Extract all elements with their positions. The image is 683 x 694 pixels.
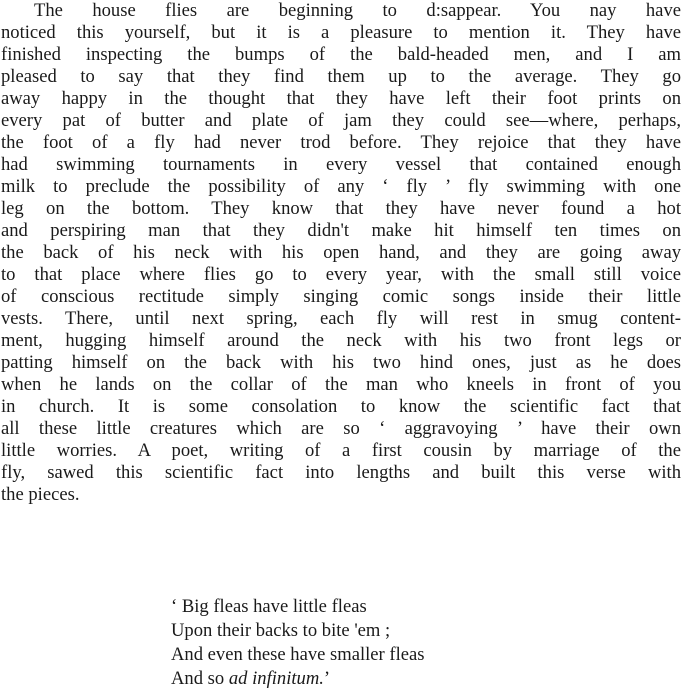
paragraph-line: all these little creatures which are so ‘ aggravoying ’ have their own: [1, 418, 681, 439]
paragraph-line: pleased to say that they find them up to the average. They go: [1, 66, 681, 87]
paragraph-line: the foot of a fly had never trod before. They rejoice that they have: [1, 132, 681, 153]
paragraph-line: leg on the bottom. They know that they have never found a hot: [1, 198, 681, 219]
paragraph-line: when he lands on the collar of the man who kneels in front of you: [1, 374, 681, 395]
closing-quote: ’: [323, 668, 331, 689]
paragraph-line: little worries. A poet, writing of a first cousin by marriage of the: [1, 440, 681, 461]
paragraph-line: finished inspecting the bumps of the bald-headed men, and I am: [1, 44, 681, 65]
paragraph-line: every pat of butter and plate of jam they could see—where, perhaps,: [1, 110, 681, 131]
paragraph-line: fly, sawed this scientific fact into lengths and built this verse with: [1, 462, 681, 483]
paragraph-line: the back of his neck with his open hand, and they are going away: [1, 242, 681, 263]
paragraph-line: of conscious rectitude simply singing comic songs inside their little: [1, 286, 681, 307]
paragraph-line: vests. There, until next spring, each fly will rest in smug content-: [1, 308, 681, 329]
paragraph-line: the pieces.: [1, 484, 80, 505]
paragraph-line: had swimming tournaments in every vessel that contained enough: [1, 154, 681, 175]
verse-line: And even these have smaller fleas: [171, 644, 425, 665]
verse-latin-phrase: ad infinitum.: [228, 668, 324, 689]
paragraph-line: ment, hugging himself around the neck with his two front legs or: [1, 330, 681, 351]
verse-line: Upon their backs to bite 'em ;: [171, 620, 391, 641]
paragraph-line: patting himself on the back with his two hind ones, just as he does: [1, 352, 681, 373]
verse-line-text: And so: [171, 668, 229, 689]
verse-line: [171, 668, 330, 690]
paragraph-line: and perspiring man that they didn't make hit himself ten times on: [1, 220, 681, 241]
paragraph-line: to that place where flies go to every year, with the small still voice: [1, 264, 681, 285]
paragraph-line: away happy in the thought that they have left their foot prints on: [1, 88, 681, 109]
paragraph-line: noticed this yourself, but it is a pleasure to mention it. They have: [1, 22, 681, 43]
paragraph-line: The house flies are beginning to d:sappear. You nay have: [34, 0, 681, 21]
paragraph-line: in church. It is some consolation to know the scientific fact that: [1, 396, 681, 417]
verse-line: ‘ Big fleas have little fleas: [171, 596, 367, 617]
paragraph-line: milk to preclude the possibility of any ‘ fly ’ fly swimming with one: [1, 176, 681, 197]
